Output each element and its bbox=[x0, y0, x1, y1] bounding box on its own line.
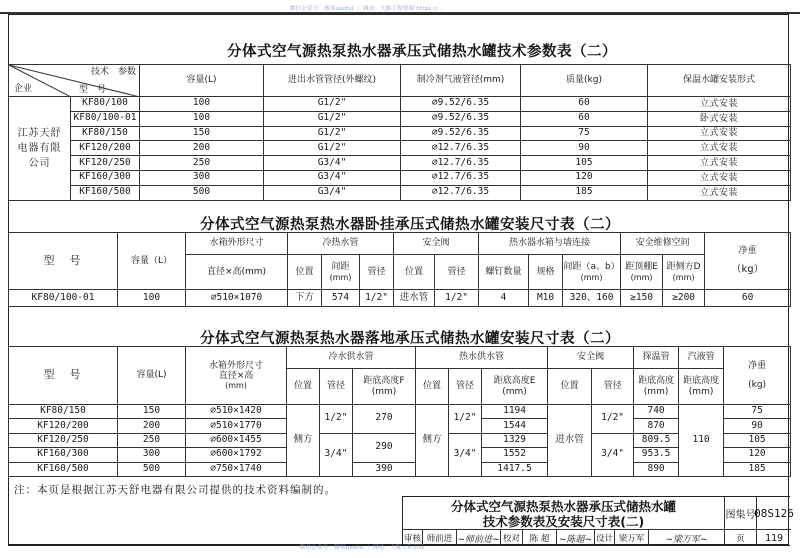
floor-install-table bbox=[8, 346, 791, 477]
weight-cell: 120 bbox=[724, 448, 791, 462]
capacity-cell: 100 bbox=[140, 97, 264, 112]
pipe-cell: G3/4" bbox=[264, 170, 401, 185]
checker-name: 陈 超 bbox=[523, 530, 557, 546]
model-cell: KF160/300 bbox=[9, 448, 118, 462]
tech-params-table bbox=[8, 64, 791, 201]
pipe-cell: G1/2" bbox=[264, 111, 401, 126]
capacity-cell: 300 bbox=[118, 448, 186, 462]
hot-diameter-cell: 3/4" bbox=[449, 433, 482, 476]
col-header-spec: 规格 bbox=[529, 255, 563, 290]
col-header-probe-height bbox=[634, 369, 679, 405]
group-header-maintenance: 安全维修空间 bbox=[621, 233, 705, 255]
company-name: 江苏天舒电器有限公司 bbox=[17, 127, 62, 169]
capacity-cell: 150 bbox=[140, 126, 264, 141]
col-header-wall-spacing bbox=[563, 255, 621, 290]
col-header-sv-diameter: 管径 bbox=[435, 255, 479, 290]
table3-title: 分体式空气源热泵热水器落地承压式储热水罐安装尺寸表（二） bbox=[200, 331, 620, 347]
sv-position-cell: 进水管 bbox=[548, 405, 592, 477]
table2-title: 分体式空气源热泵热水器卧挂承压式储热水罐安装尺寸表（二） bbox=[200, 217, 620, 233]
col-header-top-e bbox=[621, 255, 663, 290]
model-cell: KF160/500 bbox=[71, 185, 140, 200]
hot-height-cell: 1552 bbox=[482, 448, 548, 462]
weight-cell: 75 bbox=[724, 405, 791, 419]
cold-height-cell: 290 bbox=[353, 433, 416, 462]
capacity-cell: 250 bbox=[118, 433, 186, 447]
reviewer-signature bbox=[457, 530, 501, 546]
model-cell: KF160/500 bbox=[9, 462, 118, 476]
watermark-top: 微信公众号：豚岚useful ｜ 网站：大豚工程资源 https://... bbox=[290, 6, 444, 12]
sv-diameter-cell: 1/2" bbox=[592, 405, 634, 434]
group-header-wall: 热水器水箱与墙连接 bbox=[479, 233, 621, 255]
side-d-cell: ≥200 bbox=[663, 290, 705, 307]
review-label: 审核 bbox=[403, 530, 423, 546]
col-header-size: 水箱外形尺寸 bbox=[186, 233, 288, 255]
refrigerant-cell: ⌀12.7/6.35 bbox=[401, 170, 521, 185]
install-cell: 立式安装 bbox=[648, 126, 791, 141]
drawing-title-line2: 技术参数表及安装尺寸表(二) bbox=[482, 514, 645, 529]
refrigerant-cell: ⌀9.52/6.35 bbox=[401, 126, 521, 141]
height-f-unit: (mm) bbox=[371, 386, 397, 397]
col-header-refrigerant: 制冷剂气液管径(mm) bbox=[401, 65, 521, 97]
cold-height-cell: 390 bbox=[353, 462, 416, 476]
group-header-water-pipe: 冷热水管 bbox=[288, 233, 394, 255]
checker-signature bbox=[557, 530, 595, 546]
pipe-cell: G1/2" bbox=[264, 141, 401, 156]
corner-company-label: 企业 bbox=[14, 84, 33, 94]
top-e-label: 距顶棚E bbox=[625, 262, 658, 273]
model-cell: KF80/100-01 bbox=[71, 111, 140, 126]
capacity-cell: 250 bbox=[140, 156, 264, 171]
weight-unit: （kg） bbox=[731, 264, 764, 276]
designer-signature bbox=[649, 530, 725, 546]
check-label: 校对 bbox=[501, 530, 523, 546]
probe-cell: 953.5 bbox=[634, 448, 679, 462]
table-row bbox=[9, 111, 791, 126]
col-header-size bbox=[186, 347, 287, 405]
col-header-side-d bbox=[663, 255, 705, 290]
weight-cell: 60 bbox=[705, 290, 791, 307]
col-header-sv-position: 位置 bbox=[394, 255, 435, 290]
col-header-screw-count: 螺钉数量 bbox=[479, 255, 529, 290]
capacity-cell: 500 bbox=[140, 185, 264, 200]
drawing-title bbox=[403, 497, 725, 530]
corner-model-label: 型 号 bbox=[79, 85, 107, 95]
capacity-cell: 200 bbox=[118, 419, 186, 433]
size-cell: ⌀750×1740 bbox=[186, 462, 287, 476]
refrigerant-cell: ⌀12.7/6.35 bbox=[401, 156, 521, 171]
table-row bbox=[9, 141, 791, 156]
reviewer-signature-text: ~师前进~ bbox=[457, 534, 500, 545]
weight-cell: 185 bbox=[724, 462, 791, 476]
model-cell: KF120/200 bbox=[9, 419, 118, 433]
model-cell: KF80/150 bbox=[9, 405, 118, 419]
col-header-sv-position: 位置 bbox=[548, 369, 592, 405]
model-cell: KF80/100-01 bbox=[9, 290, 118, 307]
vapor-height-unit: (mm) bbox=[688, 386, 714, 397]
weight-unit: (kg) bbox=[748, 379, 767, 390]
capacity-cell: 200 bbox=[140, 141, 264, 156]
spacing-label: 间距 bbox=[331, 262, 350, 273]
mass-cell: 60 bbox=[521, 111, 648, 126]
model-cell: KF160/300 bbox=[71, 170, 140, 185]
size-cell: ⌀600×1792 bbox=[186, 448, 287, 462]
table-row bbox=[9, 185, 791, 200]
capacity-cell: 300 bbox=[140, 170, 264, 185]
side-d-label: 距侧方D bbox=[666, 262, 701, 273]
col-header-hot-diameter: 管径 bbox=[449, 369, 482, 405]
mass-cell: 75 bbox=[521, 126, 648, 141]
refrigerant-cell: ⌀9.52/6.35 bbox=[401, 111, 521, 126]
col-header-mass: 质量(kg) bbox=[521, 65, 648, 97]
spec-cell: M10 bbox=[529, 290, 563, 307]
vapor-height-label: 距底高度 bbox=[683, 376, 720, 387]
weight-cell: 105 bbox=[724, 433, 791, 447]
top-e-cell: ≥150 bbox=[621, 290, 663, 307]
size-cell: ⌀510×1420 bbox=[186, 405, 287, 419]
mass-cell: 120 bbox=[521, 170, 648, 185]
col-header-spacing bbox=[322, 255, 360, 290]
col-header-diameter: 管径 bbox=[360, 255, 394, 290]
refrigerant-cell: ⌀9.52/6.35 bbox=[401, 97, 521, 112]
col-header-weight bbox=[724, 347, 791, 405]
table-row bbox=[9, 462, 791, 476]
model-cell: KF120/200 bbox=[71, 141, 140, 156]
col-header-size-unit: 直径×高(mm) bbox=[186, 255, 288, 290]
wall-mount-install-table bbox=[8, 232, 791, 307]
group-header-safety-valve: 安全阀 bbox=[548, 347, 634, 369]
capacity-cell: 500 bbox=[118, 462, 186, 476]
col-header-capacity: 容量(L) bbox=[140, 65, 264, 97]
install-cell: 立式安装 bbox=[648, 156, 791, 171]
capacity-cell: 150 bbox=[118, 405, 186, 419]
refrigerant-cell: ⌀12.7/6.35 bbox=[401, 141, 521, 156]
cold-height-cell: 270 bbox=[353, 405, 416, 434]
page-label: 页 bbox=[725, 530, 757, 546]
col-header-cold-position: 位置 bbox=[287, 369, 320, 405]
capacity-cell: 100 bbox=[118, 290, 186, 307]
mass-cell: 105 bbox=[521, 156, 648, 171]
size-label-1: 水箱外形尺寸 bbox=[208, 360, 263, 371]
pipe-cell: G1/2" bbox=[264, 97, 401, 112]
col-header-model: 型 号 bbox=[9, 347, 118, 405]
refrigerant-cell: ⌀12.7/6.35 bbox=[401, 185, 521, 200]
col-header-cold-height bbox=[353, 369, 416, 405]
col-header-vapor-height bbox=[679, 369, 724, 405]
group-header-vapor: 汽液管 bbox=[679, 347, 724, 369]
col-header-hot-height bbox=[482, 369, 548, 405]
mass-cell: 60 bbox=[521, 97, 648, 112]
pipe-cell: G3/4" bbox=[264, 156, 401, 171]
col-header-cold-diameter: 管径 bbox=[320, 369, 353, 405]
atlas-number: 08S126 bbox=[757, 497, 791, 530]
weight-label: 净重 bbox=[748, 361, 767, 372]
atlas-label: 图集号 bbox=[725, 497, 757, 530]
model-cell: KF80/150 bbox=[71, 126, 140, 141]
reviewer-name: 师前进 bbox=[423, 530, 457, 546]
table-row bbox=[9, 405, 791, 419]
cold-diameter-cell: 1/2" bbox=[320, 405, 353, 434]
company-cell bbox=[9, 97, 71, 201]
probe-height-unit: (mm) bbox=[643, 386, 669, 397]
drawing-title-line1: 分体式空气源热泵热水器承压式储热水罐 bbox=[450, 499, 676, 514]
wall-spacing-cell: 320、160 bbox=[563, 290, 621, 307]
designer-name: 梁万军 bbox=[615, 530, 649, 546]
hot-height-cell: 1194 bbox=[482, 405, 548, 419]
probe-cell: 870 bbox=[634, 419, 679, 433]
spacing-cell: 574 bbox=[322, 290, 360, 307]
probe-cell: 740 bbox=[634, 405, 679, 419]
table-row bbox=[9, 126, 791, 141]
title-block bbox=[402, 496, 794, 546]
size-cell: ⌀510×1070 bbox=[186, 290, 288, 307]
probe-cell: 890 bbox=[634, 462, 679, 476]
model-cell: KF80/100 bbox=[71, 97, 140, 112]
pipe-cell: G3/4" bbox=[264, 185, 401, 200]
checker-signature-text: ~陈超~ bbox=[558, 534, 593, 545]
size-unit: (mm) bbox=[225, 381, 247, 391]
table-row bbox=[9, 170, 791, 185]
cold-position-cell: 侧方 bbox=[287, 405, 320, 477]
designer-signature-text: ~梁万军~ bbox=[665, 534, 708, 545]
col-header-install: 保温水罐安装形式 bbox=[648, 65, 791, 97]
capacity-cell: 100 bbox=[140, 111, 264, 126]
size-cell: ⌀600×1455 bbox=[186, 433, 287, 447]
cold-diameter-cell: 3/4" bbox=[320, 433, 353, 476]
corner-tech-label: 技术 参数 bbox=[91, 67, 137, 77]
mass-cell: 90 bbox=[521, 141, 648, 156]
hot-position-cell: 侧方 bbox=[416, 405, 449, 477]
col-header-capacity: 容量（L） bbox=[118, 233, 186, 290]
install-cell: 立式安装 bbox=[648, 170, 791, 185]
col-header-model: 型 号 bbox=[9, 233, 118, 290]
hot-height-cell: 1544 bbox=[482, 419, 548, 433]
screw-count-cell: 4 bbox=[479, 290, 529, 307]
col-header-hot-position: 位置 bbox=[416, 369, 449, 405]
group-header-hot-water: 热水供水管 bbox=[416, 347, 548, 369]
install-cell: 卧式安装 bbox=[648, 111, 791, 126]
watermark-bottom: 微信公众号：豚岚useful ｜ 网站：大豚工程资源 bbox=[300, 545, 425, 551]
weight-label: 净重 bbox=[738, 246, 757, 257]
weight-cell: 90 bbox=[724, 419, 791, 433]
group-header-cold-water: 冷水供水管 bbox=[287, 347, 416, 369]
hot-height-cell: 1417.5 bbox=[482, 462, 548, 476]
model-cell: KF120/250 bbox=[9, 433, 118, 447]
spacing-unit: (mm) bbox=[329, 272, 352, 282]
mass-cell: 185 bbox=[521, 185, 648, 200]
height-f-label: 距底高度F bbox=[363, 376, 405, 387]
probe-cell: 809.5 bbox=[634, 433, 679, 447]
table-row bbox=[9, 290, 791, 307]
hot-height-cell: 1329 bbox=[482, 433, 548, 447]
col-header-weight bbox=[705, 233, 791, 290]
size-cell: ⌀510×1770 bbox=[186, 419, 287, 433]
corner-header bbox=[9, 65, 140, 97]
table-row bbox=[9, 97, 791, 112]
height-e-unit: (mm) bbox=[502, 386, 527, 397]
sv-position-cell: 进水管 bbox=[394, 290, 435, 307]
table1-title: 分体式空气源热泵热水器承压式储热水罐技术参数表（二） bbox=[227, 44, 617, 60]
height-e-label: 距底高度E bbox=[493, 376, 536, 387]
pipe-cell: G1/2" bbox=[264, 126, 401, 141]
top-e-unit: (mm) bbox=[630, 272, 653, 282]
side-d-unit: (mm) bbox=[672, 272, 695, 282]
group-header-probe: 探温管 bbox=[634, 347, 679, 369]
diameter-cell: 1/2" bbox=[360, 290, 394, 307]
install-cell: 立式安装 bbox=[648, 141, 791, 156]
footnote: 注：本页是根据江苏天舒电器有限公司提供的技术资料编制的。 bbox=[14, 484, 336, 496]
page-number: 119 bbox=[764, 532, 784, 544]
design-label: 设计 bbox=[595, 530, 615, 546]
group-header-safety-valve: 安全阀 bbox=[394, 233, 479, 255]
sv-diameter-cell: 1/2" bbox=[435, 290, 479, 307]
hot-diameter-cell: 1/2" bbox=[449, 405, 482, 434]
wall-spacing-label: 间距（a、b） bbox=[563, 262, 620, 273]
table-row bbox=[9, 433, 791, 447]
col-header-sv-diameter: 管径 bbox=[592, 369, 634, 405]
model-cell: KF120/250 bbox=[71, 156, 140, 171]
position-cell: 下方 bbox=[288, 290, 322, 307]
size-label-2: 直径×高 bbox=[218, 370, 254, 381]
sv-diameter-cell: 3/4" bbox=[592, 433, 634, 476]
install-cell: 立式安装 bbox=[648, 97, 791, 112]
table-row bbox=[9, 156, 791, 171]
probe-height-label: 距底高度 bbox=[638, 376, 675, 387]
col-header-position: 位置 bbox=[288, 255, 322, 290]
col-header-capacity: 容量(L) bbox=[118, 347, 186, 405]
col-header-pipe: 进出水管管径(外螺纹) bbox=[264, 65, 401, 97]
wall-spacing-unit: (mm) bbox=[580, 272, 603, 282]
install-cell: 立式安装 bbox=[648, 185, 791, 200]
vapor-cell: 110 bbox=[679, 405, 724, 477]
